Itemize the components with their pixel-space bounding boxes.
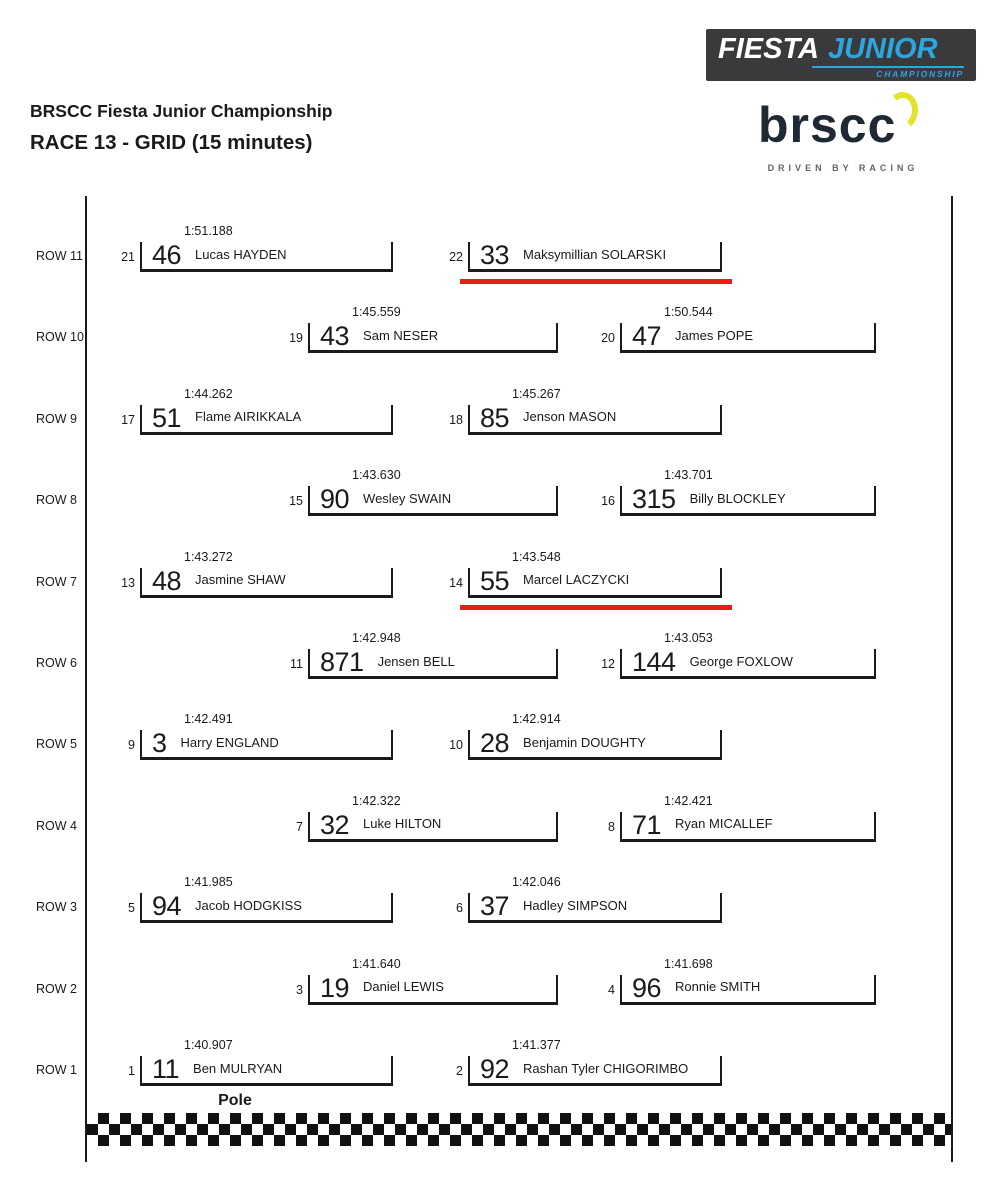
car-number: 144 [632, 647, 676, 677]
qualifying-time: 1:45.267 [512, 386, 561, 401]
grid-left-rail [85, 196, 87, 1162]
car-number: 32 [320, 809, 350, 840]
driver-name: Jenson MASON [523, 409, 617, 425]
grid-slot-box [308, 972, 558, 1005]
car-number: 28 [480, 728, 510, 759]
checkered-flag-strip-icon [87, 1113, 951, 1146]
qualifying-time: 1:43.701 [664, 468, 713, 483]
driver-name: Billy BLOCKLEY [689, 490, 786, 506]
grid-slot [121, 549, 393, 598]
grid-slot-box [620, 649, 876, 679]
grid-slot [289, 468, 558, 516]
driver-name: Hadley SIMPSON [523, 897, 628, 913]
grid-position-number: 16 [601, 494, 615, 509]
car-number: 43 [320, 321, 350, 352]
grid-slot-box [140, 1056, 393, 1086]
driver-name: Ben MULRYAN [193, 1060, 283, 1076]
car-number: 3 [152, 728, 167, 759]
grid-position-number: 17 [121, 412, 135, 427]
driver-name: Lucas HAYDEN [195, 246, 287, 262]
qualifying-time: 1:41.698 [664, 956, 713, 971]
grid-position-number: 12 [601, 657, 615, 671]
qualifying-time: 1:51.188 [184, 224, 233, 238]
car-number: 90 [320, 484, 350, 515]
driver-name: Sam NESER [363, 327, 439, 343]
grid-position-number: 11 [290, 657, 303, 671]
qualifying-time: 1:42.421 [664, 793, 713, 808]
grid-slot [128, 1038, 393, 1109]
grid-slot-box [468, 893, 722, 923]
driver-name: Ronnie SMITH [675, 979, 761, 995]
qualifying-time: 1:43.630 [352, 468, 401, 483]
driver-name: Jacob HODGKISS [195, 897, 302, 913]
driver-name: Flame AIRIKKALA [195, 409, 302, 425]
qualifying-time: 1:41.985 [184, 875, 233, 890]
fiesta-logo-word: FIESTA [718, 33, 819, 65]
car-number: 96 [632, 972, 662, 1003]
grid-slot [608, 793, 876, 842]
row-label: ROW 1 [36, 1063, 77, 1077]
grid-slot [449, 386, 722, 435]
grid-slot-box [620, 809, 876, 842]
driver-name: Daniel LEWIS [363, 979, 444, 995]
qualifying-time: 1:45.559 [352, 305, 401, 320]
car-number: 19 [320, 972, 350, 1003]
grid-slot [608, 956, 876, 1005]
qualifying-time: 1:42.046 [512, 875, 561, 890]
grid-position-number: 14 [449, 575, 463, 590]
grid-position-number: 6 [456, 901, 463, 916]
qualifying-time: 1:43.053 [664, 631, 713, 645]
grid-slot [289, 305, 558, 353]
grid-position-number: 4 [608, 982, 615, 997]
row-label: ROW 6 [36, 656, 77, 670]
grid-slot-box [620, 323, 876, 353]
driver-name: Luke HILTON [363, 816, 442, 832]
car-number: 871 [320, 647, 364, 677]
qualifying-time: 1:44.262 [184, 386, 233, 401]
brscc-swoosh-icon [886, 92, 916, 124]
row-label: ROW 2 [36, 981, 77, 996]
car-number: 33 [480, 240, 510, 270]
car-number: 37 [480, 891, 510, 922]
grid-slot-box [308, 809, 558, 842]
row-label: ROW 4 [36, 818, 77, 833]
grid-position-number: 20 [601, 331, 615, 346]
grid-slot [456, 875, 722, 923]
grid-position-number: 3 [296, 982, 303, 997]
grid-position-number: 10 [449, 738, 463, 753]
qualifying-time: 1:50.544 [664, 305, 713, 320]
row-label: ROW 8 [36, 493, 77, 508]
row-label: ROW 11 [36, 249, 83, 263]
grid-position-number: 19 [289, 331, 303, 346]
grid-slot [449, 549, 722, 598]
grid-slot-box [468, 1056, 722, 1086]
car-number: 48 [152, 565, 182, 596]
grid-position-number: 18 [449, 412, 463, 427]
grid-slot [290, 631, 558, 679]
junior-logo-word: JUNIOR [827, 33, 938, 65]
car-number: 92 [480, 1054, 510, 1084]
driver-name: Jasmine SHAW [195, 572, 286, 588]
pole-label: Pole [218, 1092, 252, 1109]
driver-name: George FOXLOW [689, 653, 793, 669]
grid-slot [449, 712, 722, 760]
row-label: ROW 7 [36, 574, 77, 589]
championship-logo-subtitle: CHAMPIONSHIP [812, 66, 964, 79]
row-label: ROW 3 [36, 900, 77, 915]
grid-slot-box [140, 893, 393, 923]
qualifying-time: 1:41.377 [512, 1038, 561, 1052]
car-number: 51 [152, 402, 182, 433]
grid-slot-box [620, 972, 876, 1005]
qualifying-time: 1:41.640 [352, 956, 401, 971]
championship-title: BRSCC Fiesta Junior Championship [30, 101, 333, 121]
grid-position-number: 7 [296, 819, 303, 834]
qualifying-time: 1:42.948 [352, 631, 401, 645]
grid-position-number: 8 [608, 819, 615, 834]
grid-slot [296, 793, 558, 842]
grid-position-number: 9 [128, 738, 135, 753]
fiesta-junior-logo-text [718, 33, 938, 66]
grid-slot [128, 875, 393, 923]
grid-position-number: 13 [121, 575, 135, 590]
grid-slot-box [308, 649, 558, 679]
car-number: 11 [152, 1054, 180, 1084]
grid-position-number: 21 [121, 250, 135, 264]
grid-right-rail [951, 196, 953, 1162]
grid-slot-box [468, 242, 722, 272]
grid-slot [121, 224, 393, 272]
grid-slot-box [308, 486, 558, 516]
grid-slot [128, 712, 393, 760]
qualifying-time: 1:42.322 [352, 793, 401, 808]
grid-slot-box [308, 323, 558, 353]
grid-position-number: 5 [128, 901, 135, 916]
driver-name: Ryan MICALLEF [675, 816, 773, 832]
car-number: 85 [480, 402, 510, 433]
row-label: ROW 10 [36, 330, 84, 345]
car-number: 71 [632, 809, 662, 840]
driver-name: Harry ENGLAND [180, 734, 279, 750]
race-grid-title: RACE 13 - GRID (15 minutes) [30, 131, 313, 154]
grid-slot-box [140, 242, 393, 272]
grid-slot-box [468, 730, 722, 760]
driver-name: James POPE [675, 327, 754, 343]
grid-slot [601, 305, 876, 353]
qualifying-time: 1:43.548 [512, 549, 561, 564]
grid-slot-box [468, 565, 722, 598]
driver-name: Maksymillian SOLARSKI [523, 246, 667, 262]
grid-slot [601, 631, 876, 679]
driver-name: Jensen BELL [377, 653, 455, 669]
car-number: 315 [632, 484, 676, 515]
brscc-tagline: DRIVEN BY RACING [767, 163, 919, 173]
grid-slot-box [468, 402, 722, 435]
grid-position-number: 2 [456, 1064, 463, 1078]
driver-name: Marcel LACZYCKI [523, 572, 630, 588]
car-number: 47 [632, 321, 662, 352]
grid-slot-box [140, 730, 393, 760]
grid-slot-box [140, 402, 393, 435]
grid-slot [121, 386, 393, 435]
grid-slot [601, 468, 876, 516]
grid-position-number: 15 [289, 494, 303, 509]
grid-position-number: 22 [449, 250, 463, 264]
qualifying-time: 1:40.907 [184, 1038, 233, 1052]
grid-slot [296, 956, 558, 1005]
grid-slot-box [620, 486, 876, 516]
grid-slot-box [140, 565, 393, 598]
grid-slot [456, 1038, 722, 1086]
driver-name: Benjamin DOUGHTY [523, 734, 646, 750]
grid-slot [449, 240, 722, 272]
car-number: 94 [152, 891, 182, 922]
fiesta-junior-logo [706, 29, 976, 81]
car-number: 46 [152, 240, 182, 270]
brscc-logo-text: brscc [758, 97, 897, 153]
highlight-underline [460, 279, 732, 284]
row-label: ROW 5 [36, 737, 77, 752]
car-number: 55 [480, 565, 510, 596]
highlight-underline [460, 605, 732, 610]
qualifying-time: 1:42.914 [512, 712, 561, 727]
qualifying-time: 1:43.272 [184, 549, 233, 564]
qualifying-time: 1:42.491 [184, 712, 233, 727]
row-label: ROW 9 [36, 411, 77, 426]
grid-position-number: 1 [128, 1064, 135, 1078]
driver-name: Wesley SWAIN [363, 490, 452, 506]
driver-name: Rashan Tyler CHIGORIMBO [523, 1060, 689, 1076]
